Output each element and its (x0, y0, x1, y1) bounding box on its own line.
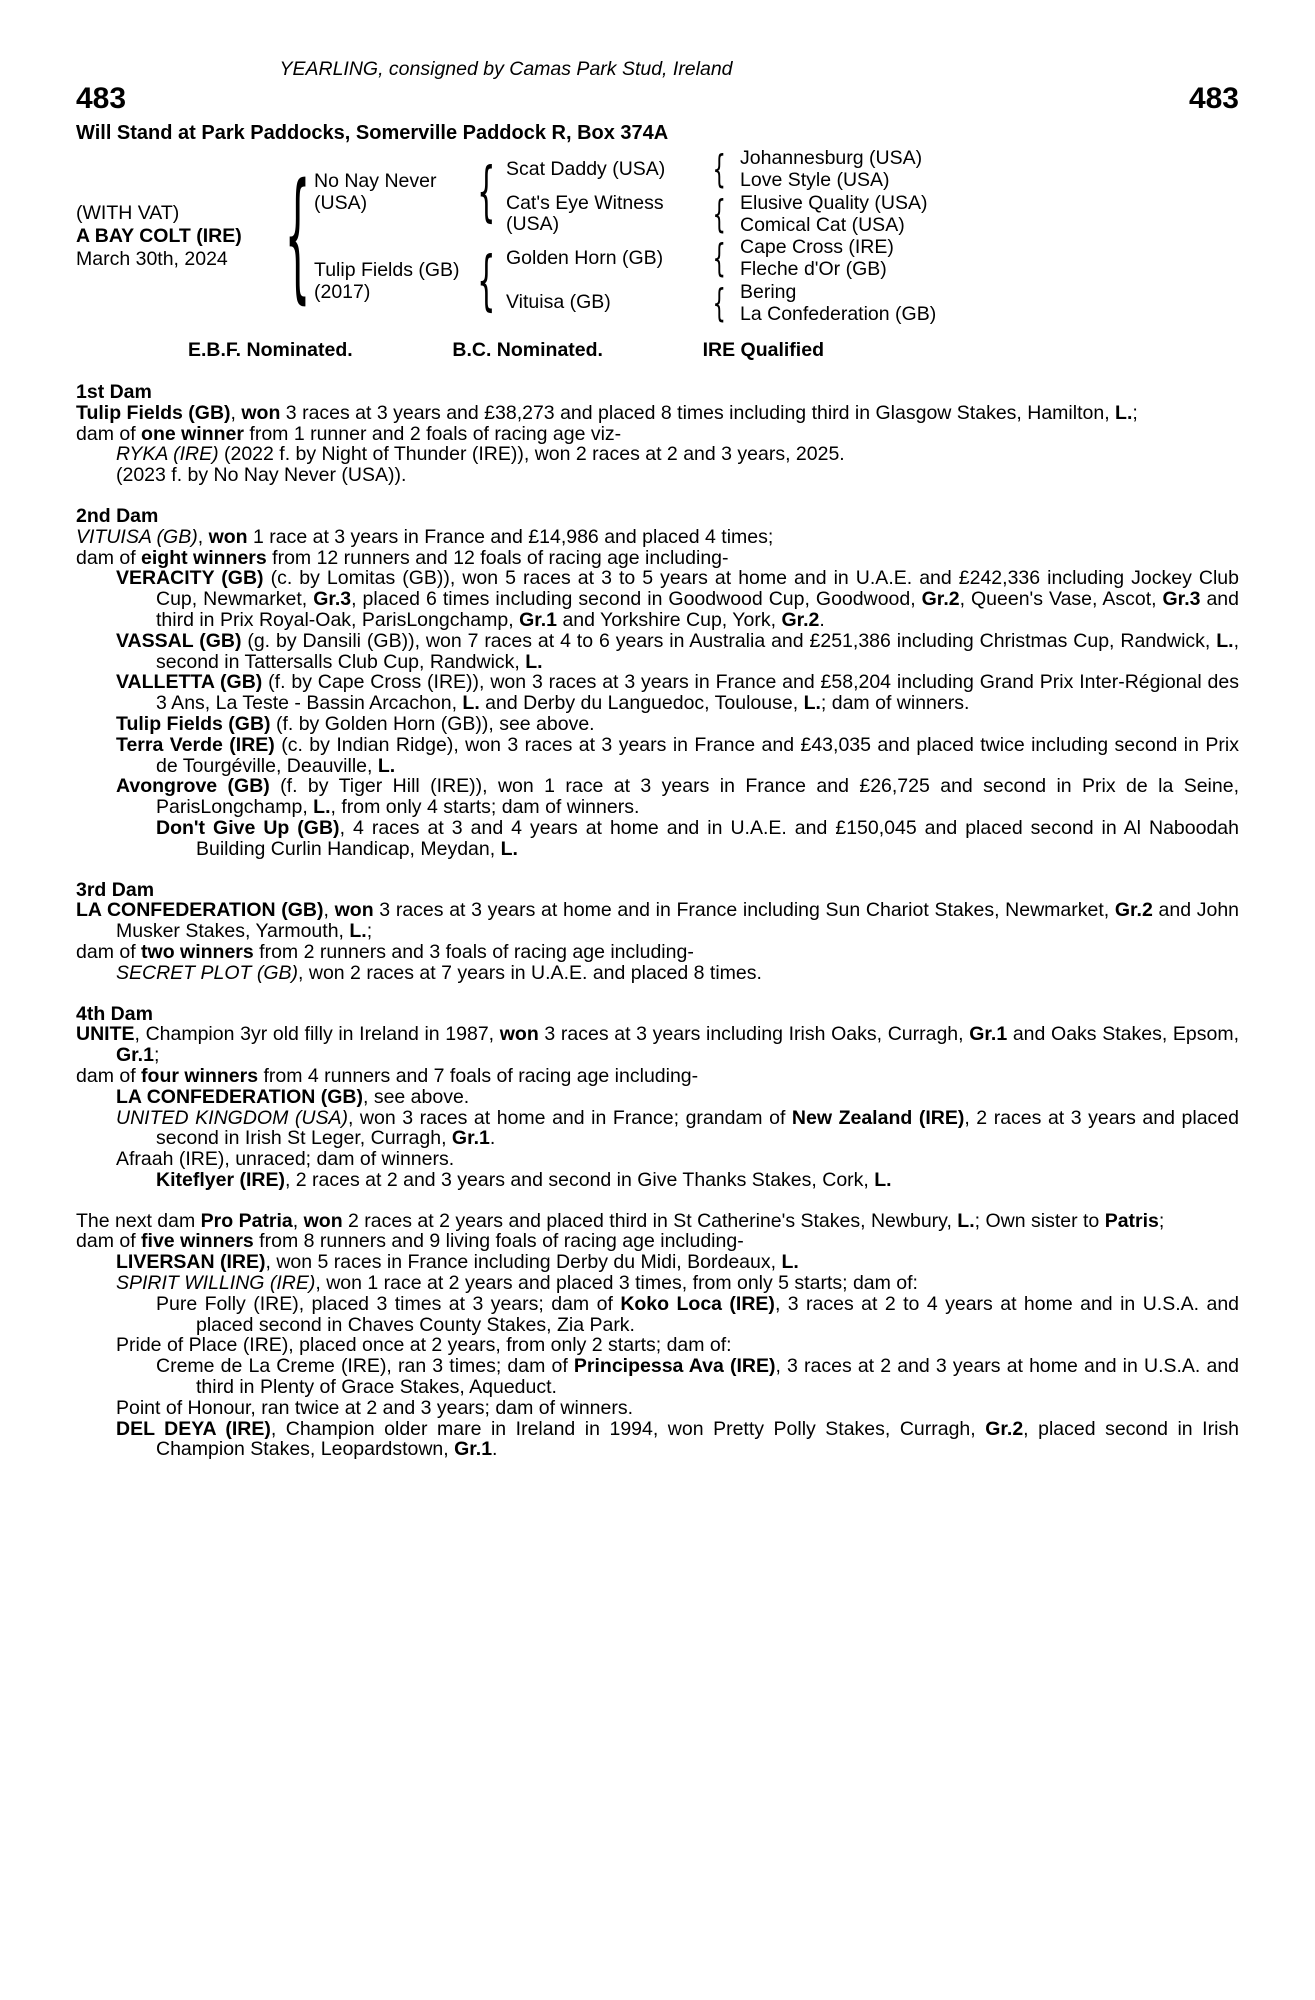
pedigree-section (76, 506, 1239, 860)
consignor-line: YEARLING, consigned by Camas Park Stud, Ireland (279, 58, 733, 80)
text-run: four winners (141, 1064, 259, 1087)
text-run: , 3 races at 2 to 4 years at home and in U.S.A. and placed second in Chaves County Stakes, Zia Park. (196, 1292, 1240, 1336)
pedigree-paragraph (76, 403, 1239, 424)
text-run: , 4 races at 3 and 4 years at home and in U.A.E. and £150,045 and placed second in Al Naboodah Building Curlin Handicap, Meydan, (196, 816, 1240, 860)
text-run: dam of (76, 546, 142, 569)
catalog-body (76, 382, 1239, 1460)
brace-icon: { (285, 154, 311, 318)
dam-grandparents (500, 236, 982, 325)
dam-name: Tulip Fields (GB) (2017) (314, 258, 460, 303)
text-run: , (197, 525, 209, 548)
ire-qualified-label: IRE Qualified (702, 339, 824, 361)
pedigree-paragraph (76, 735, 1239, 777)
pedigree-paragraph (76, 1335, 1239, 1356)
text-run: and Derby du Languedoc, Toulouse, (479, 692, 804, 715)
sire-sire-name: Scat Daddy (USA) (506, 157, 666, 180)
pedigree-paragraph (76, 548, 1239, 569)
pedigree-paragraph (76, 776, 1239, 818)
sire-grandparents (500, 147, 982, 236)
pedigree-paragraph (76, 672, 1239, 714)
text-run: L. (462, 692, 480, 715)
ebf-nominated-label: E.B.F. Nominated. (188, 339, 353, 361)
pedigree-paragraph (76, 1231, 1239, 1252)
text-run: , Champion older mare in Ireland in 1994, won Pretty Polly Stakes, Curragh, (270, 1417, 986, 1440)
text-run: and Oaks Stakes, Epsom, (1007, 1023, 1239, 1046)
pedigree-paragraph (76, 1419, 1239, 1461)
pedigree-paragraph (76, 1211, 1239, 1232)
lot-number-row (76, 82, 1239, 115)
text-run: L. (1216, 629, 1234, 652)
dam-sire-dam-name: Fleche d'Or (GB) (740, 258, 887, 281)
dam-sire-branch (500, 236, 982, 281)
text-run: VITUISA (GB) (76, 525, 198, 548)
text-run: 1 race at 3 years in France and £14,986 and placed 4 times; (247, 525, 774, 548)
text-run: UNITE (76, 1023, 135, 1046)
brace-icon: { (712, 235, 726, 282)
text-run: (f. by Tiger Hill (IRE)), won 1 race at 3 years in France and £26,725 and second in Prix de la Seine, ParisLongchamp, (156, 775, 1239, 819)
text-run: L. (377, 754, 396, 777)
text-run: Tulip Fields (GB) (76, 401, 231, 424)
text-run: Gr.1 (116, 1044, 154, 1067)
text-run: L. (781, 1251, 799, 1274)
text-run: , (230, 401, 242, 424)
subject-horse-block (76, 202, 282, 271)
text-run: dam of (76, 940, 142, 963)
text-run: Pro Patria (200, 1209, 293, 1232)
sire-branch (314, 147, 982, 236)
text-run: SECRET PLOT (GB) (116, 961, 299, 984)
text-run: , Champion 3yr old filly in Ireland in 1987, (134, 1023, 500, 1046)
pedigree-section (76, 382, 1239, 486)
vat-note: (WITH VAT) (76, 201, 180, 224)
dam-dam-parents (732, 281, 982, 325)
text-run: Avongrove (GB) (116, 775, 270, 798)
text-run: ; (1132, 401, 1138, 424)
text-run: , (323, 899, 335, 922)
pedigree-paragraph (76, 1294, 1239, 1336)
text-run: eight winners (141, 546, 267, 569)
text-run: Terra Verde (IRE) (116, 733, 275, 756)
brace-icon: { (712, 190, 726, 237)
foal-date: March 30th, 2024 (76, 247, 228, 270)
text-run: RYKA (IRE) (116, 443, 219, 466)
sire-dam-branch (500, 192, 982, 237)
text-run: dam of (76, 1230, 142, 1253)
pedigree-paragraph (76, 1024, 1239, 1066)
text-run: . (819, 608, 825, 631)
dam-dam-branch (500, 281, 982, 326)
text-run: , Queen's Vase, Ascot, (959, 588, 1163, 611)
pedigree-table (76, 147, 1239, 325)
text-run: , (292, 1209, 304, 1232)
text-run: ; (153, 1044, 160, 1067)
section-heading: 1st Dam (76, 381, 152, 403)
text-run: Gr.3 (313, 588, 352, 611)
sire-dam-dam-name: Comical Cat (USA) (740, 213, 905, 236)
text-run: and Yorkshire Cup, York, (557, 608, 782, 631)
sire-dam-parents (732, 192, 982, 236)
sire-dam-sire-name: Elusive Quality (USA) (740, 191, 928, 214)
text-run: , 2 races at 2 and 3 years and second in Give Thanks Stakes, Cork, (284, 1168, 875, 1191)
pedigree-paragraph (76, 1108, 1239, 1150)
text-run: L. (803, 692, 821, 715)
text-run: , won 5 races in France including Derby du Midi, Bordeaux, (265, 1251, 782, 1274)
dam-dam-dam-name: La Confederation (GB) (740, 302, 937, 325)
dam-dam-name: Vituisa (GB) (506, 291, 611, 314)
text-run: L. (500, 837, 518, 860)
pedigree-paragraph (76, 1356, 1239, 1398)
text-run: won (303, 1209, 343, 1232)
text-run: DEL DEYA (IRE) (116, 1417, 271, 1440)
text-run: LA CONFEDERATION (GB) (76, 899, 324, 922)
text-run: 3 races at 3 years and £38,273 and placed 8 times including third in Glasgow Stakes, Hamilton, (280, 401, 1116, 424)
text-run: won (208, 525, 248, 548)
section-heading: 4th Dam (76, 1002, 153, 1025)
text-run: , from only 4 starts; dam of winners. (330, 796, 640, 819)
text-run: (c. by Lomitas (GB)), won 5 races at 3 to 5 years at home and in U.A.E. and £242,336 including Jockey Club Cup, Newmarket, (156, 567, 1239, 611)
text-run: one winner (141, 422, 244, 445)
text-run: 3 races at 3 years including Irish Oaks, Curragh, (538, 1023, 970, 1046)
text-run: L. (1115, 401, 1133, 424)
pedigree-paragraph (76, 1066, 1239, 1087)
text-run: Patris (1104, 1209, 1159, 1232)
dam-sire-name: Golden Horn (GB) (506, 246, 664, 269)
pedigree-section (76, 880, 1239, 984)
text-run: LIVERSAN (IRE) (116, 1251, 266, 1274)
text-run: , placed second in Irish Champion Stakes, Leopardstown, (156, 1417, 1239, 1461)
text-run: Tulip Fields (GB) (116, 712, 271, 735)
dam-branch (314, 236, 982, 325)
text-run: (2023 f. by No Nay Never (USA)). (116, 464, 407, 487)
text-run: L. (874, 1168, 892, 1191)
text-run: , won 2 races at 7 years in U.A.E. and placed 8 times. (298, 961, 762, 984)
text-run: (g. by Dansili (GB)), won 7 races at 4 to 6 years in Australia and £251,386 including Christmas Cup, Randwick, (241, 629, 1217, 652)
text-run: L. (957, 1209, 975, 1232)
text-run: dam of (76, 422, 142, 445)
pedigree-paragraph (76, 714, 1239, 735)
sire-sire-dam-name: Love Style (USA) (740, 169, 890, 192)
text-run: VASSAL (GB) (116, 629, 242, 652)
text-run: ; Own sister to (974, 1209, 1105, 1232)
text-run: won (334, 899, 374, 922)
sire-sire-branch (500, 147, 982, 192)
dam-sire-sire-name: Cape Cross (IRE) (740, 236, 894, 259)
pedigree-paragraph (76, 465, 1239, 486)
brace-icon: { (712, 146, 726, 193)
brace-icon: { (712, 279, 726, 326)
text-run: , 2 races at 3 years and placed second in Irish St Leger, Curragh, (156, 1106, 1239, 1150)
pedigree-paragraph (76, 568, 1239, 630)
pedigree-paragraph (76, 900, 1239, 942)
brace-icon: { (476, 153, 496, 230)
pedigree-paragraph (76, 1149, 1239, 1170)
text-run: L. (525, 650, 543, 673)
text-run: Principessa Ava (IRE) (573, 1355, 776, 1378)
text-run: Pure Folly (IRE), placed 3 times at 3 years; dam of (156, 1292, 621, 1315)
text-run: 2 races at 2 years and placed third in St Catherine's Stakes, Newbury, (342, 1209, 958, 1232)
text-run: (c. by Indian Ridge), won 3 races at 3 years in France and £43,035 and placed twice including second in Prix de Tourgéville, Deauville, (156, 733, 1239, 777)
pedigree-generations (314, 147, 982, 325)
text-run: ; (1158, 1209, 1165, 1232)
text-run: New Zealand (IRE) (791, 1106, 965, 1129)
pedigree-paragraph (76, 1273, 1239, 1294)
text-run: Gr.1 (519, 608, 558, 631)
text-run: Afraah (IRE), unraced; dam of winners. (116, 1148, 455, 1171)
pedigree-paragraph (76, 424, 1239, 445)
sire-dam-name: Cat's Eye Witness (USA) (506, 191, 664, 235)
text-run: Gr.2 (985, 1417, 1024, 1440)
pedigree-paragraph (76, 1087, 1239, 1108)
text-run: from 1 runner and 2 foals of racing age viz- (243, 422, 622, 445)
text-run: from 8 runners and 9 living foals of racing age including- (253, 1230, 744, 1253)
text-run: ; dam of winners. (820, 692, 970, 715)
text-run: , second in Tattersalls Club Cup, Randwick, (156, 629, 1239, 673)
text-run: two winners (141, 940, 254, 963)
text-run: , won 1 race at 2 years and placed 3 times, from only 5 starts; dam of: (315, 1272, 918, 1295)
stand-location-line: Will Stand at Park Paddocks, Somerville Paddock R, Box 374A (76, 122, 669, 144)
text-run: dam of (76, 1064, 142, 1087)
dam-dam-sire-name: Bering (740, 280, 797, 303)
text-run: L. (313, 796, 331, 819)
pedigree-paragraph (76, 444, 1239, 465)
text-run: L. (349, 920, 367, 943)
section-heading: 2nd Dam (76, 504, 159, 527)
text-run: Gr.2 (921, 588, 960, 611)
pedigree-section (76, 1004, 1239, 1191)
pedigree-paragraph (76, 527, 1239, 548)
pedigree-paragraph (76, 942, 1239, 963)
text-run: won (499, 1023, 539, 1046)
text-run: Gr.3 (1162, 588, 1201, 611)
text-run: (f. by Cape Cross (IRE)), won 3 races at 3 years in France and £58,204 including Grand Prix Inter-Régional des 3 Ans, La Teste - Bassin Arcachon, (156, 671, 1239, 715)
pedigree-paragraph (76, 963, 1239, 984)
section-heading: 3rd Dam (76, 878, 155, 901)
text-run: and third in Prix Royal-Oak, ParisLongchamp, (156, 588, 1239, 631)
pedigree-paragraph (76, 1398, 1239, 1419)
lot-number-left: 483 (76, 82, 127, 115)
pedigree-paragraph (76, 631, 1239, 673)
nominations-row (76, 339, 936, 362)
subject-horse-name: A BAY COLT (IRE) (76, 224, 242, 247)
text-run: Gr.1 (454, 1438, 493, 1461)
text-run: ; (366, 920, 373, 943)
text-run: 3 races at 3 years at home and in France including Sun Chariot Stakes, Newmarket, (373, 899, 1115, 922)
sire-name: No Nay Never (USA) (314, 169, 437, 214)
text-run: , won 3 races at home and in France; grandam of (347, 1106, 792, 1129)
text-run: SPIRIT WILLING (IRE) (116, 1272, 316, 1295)
text-run: Gr.2 (781, 608, 820, 631)
text-run: . (489, 1127, 496, 1150)
text-run: . (492, 1438, 498, 1461)
sire-sire-sire-name: Johannesburg (USA) (740, 147, 923, 170)
text-run: VALLETTA (GB) (116, 671, 263, 694)
pedigree-paragraph (76, 818, 1239, 860)
text-run: VERACITY (GB) (116, 567, 264, 590)
text-run: Gr.2 (1114, 899, 1153, 922)
text-run: Pride of Place (IRE), placed once at 2 years, from only 2 starts; dam of: (116, 1334, 732, 1357)
text-run: , placed 6 times including second in Goodwood Cup, Goodwood, (351, 588, 922, 611)
sire-sire-parents (732, 147, 982, 191)
text-run: UNITED KINGDOM (USA) (116, 1106, 348, 1129)
text-run: Point of Honour, ran twice at 2 and 3 years; dam of winners. (116, 1396, 634, 1419)
text-run: five winners (141, 1230, 254, 1253)
text-run: Gr.1 (969, 1023, 1008, 1046)
text-run: The next dam (76, 1209, 201, 1232)
text-run: from 2 runners and 3 foals of racing age including- (253, 940, 694, 963)
text-run: Gr.1 (451, 1127, 490, 1150)
pedigree-paragraph (76, 1170, 1239, 1191)
text-run: , 3 races at 2 and 3 years at home and in U.S.A. and third in Plenty of Grace Stakes, Aqueduct. (196, 1355, 1240, 1399)
bc-nominated-label: B.C. Nominated. (452, 339, 603, 361)
text-run: from 4 runners and 7 foals of racing age including- (258, 1064, 699, 1087)
dam-sire-parents (732, 236, 982, 280)
text-run: , see above. (362, 1085, 470, 1108)
text-run: LA CONFEDERATION (GB) (116, 1085, 363, 1108)
text-run: Kiteflyer (IRE) (156, 1168, 285, 1191)
pedigree-section (76, 1211, 1239, 1461)
lot-number-right: 483 (1188, 82, 1239, 115)
brace-icon: { (476, 242, 496, 319)
text-run: (f. by Golden Horn (GB)), see above. (270, 712, 595, 735)
text-run: and John Musker Stakes, Yarmouth, (116, 899, 1240, 943)
text-run: won (241, 401, 281, 424)
text-run: from 12 runners and 12 foals of racing age including- (266, 546, 729, 569)
text-run: Creme de La Creme (IRE), ran 3 times; dam of (156, 1355, 574, 1378)
text-run: (2022 f. by Night of Thunder (IRE)), won 2 races at 2 and 3 years, 2025. (218, 443, 845, 466)
text-run: Don't Give Up (GB) (156, 816, 340, 839)
text-run: Koko Loca (IRE) (620, 1292, 775, 1315)
pedigree-paragraph (76, 1252, 1239, 1273)
